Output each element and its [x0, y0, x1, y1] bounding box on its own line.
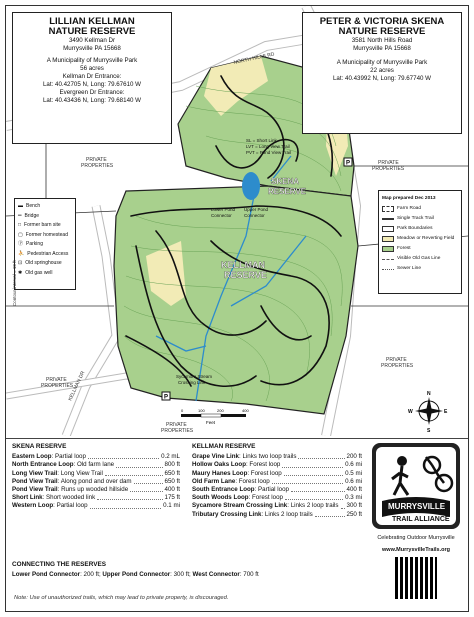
trail-desc: : Along pond and over dam: [57, 477, 132, 485]
private-label-1: PRIVATE: [378, 160, 399, 166]
scale-200: 200: [217, 408, 224, 413]
trail-name: South Entrance Loop: [192, 486, 255, 494]
parking-legend-icon: Ⓟ: [18, 241, 24, 247]
trail-desc: : Forest loop: [235, 477, 270, 485]
kellman_trails-row: [192, 494, 362, 502]
boundary-swatch: [382, 226, 394, 232]
skena-label-2: RESERVE: [268, 187, 307, 196]
skena_trails-row: [12, 453, 180, 461]
trail-desc: : Short wooded link: [42, 494, 96, 502]
kellman_trails-row: [192, 453, 362, 461]
trail-desc: : Partial loop: [254, 486, 289, 494]
trail-name: Long View Trail: [12, 469, 58, 477]
legend-springhouse: ⊡ Old springhouse: [18, 259, 72, 269]
private-label-4: PRIVATE: [166, 422, 187, 428]
scale-100: 100: [198, 408, 205, 413]
connecting-section: [12, 561, 362, 579]
trail-swatch: [382, 218, 394, 220]
compass-s: S: [427, 428, 431, 434]
kellman-heading: KELLMAN RESERVE: [192, 443, 256, 450]
lillian-municipality: A Municipality of Murrysville Park: [46, 57, 138, 64]
crossing-label: Crossing Link: [178, 380, 206, 385]
hiker-icon: [372, 443, 460, 529]
mta-logo-top: MURRYSVILLE: [388, 502, 446, 511]
trail-name: Grape Vine Link: [192, 453, 239, 461]
skena_trails-row: [12, 478, 180, 486]
skena_trails-row: [12, 494, 180, 502]
legend-sewer: Sewer Line: [382, 264, 458, 274]
trail-length: 300 ft: [346, 502, 362, 510]
svg-text:P: P: [164, 394, 169, 401]
skena_trails-row: [12, 461, 180, 469]
trail-length: 0.6 mi: [345, 461, 362, 469]
trail-desc: : Old farm lane: [73, 461, 115, 469]
private-label-2: PRIVATE: [86, 157, 107, 163]
trail-name: Short Link: [12, 494, 43, 502]
svg-text:P: P: [346, 160, 351, 167]
legend-pedestrian: ⛹ Pedestrian Access: [18, 250, 72, 260]
trail-length: 650 ft: [164, 477, 180, 485]
kellman-dr-label: KELLMAN DR: [67, 370, 87, 402]
connecting-heading: CONNECTING THE RESERVES: [12, 561, 106, 568]
note-text: Note: Use of unauthorized trails, which may lead to private property, is discouraged.: [14, 595, 229, 601]
legend-title: Map prepared Dec 2013: [382, 196, 436, 201]
lillian-city: Murrysville PA 15668: [63, 45, 121, 52]
trail-length: 650 ft: [164, 469, 180, 477]
trail-desc: : Partial loop: [53, 502, 88, 510]
trail-name: Pond View Trail: [12, 486, 58, 494]
trail-name: Eastern Loop: [12, 453, 52, 461]
trail-desc: : Links two loop trails: [239, 453, 297, 461]
mta-url[interactable]: www.MurrysvilleTrails.org: [382, 547, 450, 553]
scale-400: 400: [242, 408, 249, 413]
compass-w: W: [408, 409, 413, 415]
properties-label-5: PROPERTIES: [381, 363, 414, 369]
lvt-label: LVT = Long View Trail: [246, 144, 290, 149]
gas-line-swatch: [382, 259, 394, 260]
farm-road-swatch: [382, 206, 394, 212]
pedestrian-icon: ⛹: [18, 250, 25, 257]
pvt-label: PVT = Pond View Trail: [246, 150, 291, 155]
trail-name: Sycamore Stream Crossing Link: [192, 502, 288, 510]
skena-title-1: PETER & VICTORIA SKENA: [319, 16, 445, 27]
kellman_trails-row: [192, 478, 362, 486]
private-label-3: PRIVATE: [46, 377, 67, 383]
legend-meadow: Meadow or Reverting Field: [382, 234, 458, 244]
trail-name: Hollow Oaks Loop: [192, 461, 246, 469]
gaswell-icon: ✱: [18, 269, 23, 276]
trail-desc: : Runs up wooded hillside: [57, 486, 129, 494]
connector-label: Connector: [211, 213, 232, 218]
lillian-info-box: [12, 12, 172, 144]
trail-desc: : Forest loop: [248, 494, 283, 502]
lower-pond-label: Lower Pond: [211, 207, 236, 212]
legend-barn: □ Former barn site: [18, 221, 72, 231]
legend-gas-line: Visible Old Gas Line: [382, 254, 458, 264]
trail-name: South Woods Loop: [192, 494, 249, 502]
connector-label-2: Connector: [244, 213, 265, 218]
trail-length: 0.3 mi: [345, 494, 362, 502]
trail-desc: : Forest loop: [247, 469, 282, 477]
legend-single-track: Single Track Trail: [382, 214, 458, 224]
symbol-legend: [14, 198, 76, 290]
trail-length: 400 ft: [164, 486, 180, 494]
lillian-entrance1-coords: Lat: 40.42705 N, Long: 79.67610 W: [42, 81, 142, 88]
skena-title-2: NATURE RESERVE: [338, 26, 426, 37]
trail-length: 175 ft: [164, 494, 180, 502]
properties-label-2: PROPERTIES: [81, 163, 114, 169]
map-sheet: [5, 5, 469, 612]
properties-label-4: PROPERTIES: [161, 428, 194, 434]
skena-acres: 22 acres: [370, 67, 394, 74]
north-hills-label: NORTH HILLS RD: [233, 51, 276, 66]
trail-name: Western Loop: [12, 502, 54, 510]
kellman_trails-row: [192, 461, 362, 469]
trail-info-panel: [6, 438, 468, 612]
scale-feet: Feet: [206, 420, 216, 425]
properties-label-3: PROPERTIES: [41, 383, 74, 389]
trail-length: 0.5 mi: [345, 469, 362, 477]
legend-bench: ▬ Bench: [18, 202, 72, 212]
kellman_trails-row: [192, 511, 362, 519]
skena_trails-row: [12, 486, 180, 494]
meadow-swatch: [382, 236, 394, 242]
lillian-acres: 56 acres: [80, 65, 104, 72]
trail-desc: : Partial loop: [51, 453, 86, 461]
legend-bridge: ═ Bridge: [18, 212, 72, 222]
legend-boundaries: Park Boundaries: [382, 224, 458, 234]
sycamore-label: Sycamore Stream: [176, 374, 213, 379]
private-label-5: PRIVATE: [386, 357, 407, 363]
trail-desc: : Links 2 loop trails: [261, 510, 313, 518]
trail-name: Old Farm Lane: [192, 477, 236, 485]
connecting-line: Lower Pond Connector: 200 ft; Upper Pond Connector: 300 ft; West Connector: 700 ft: [12, 571, 259, 579]
kellman-reserve-area: [114, 186, 358, 414]
trail-length: 0.6 mi: [345, 477, 362, 485]
scale-0: 0: [181, 408, 184, 413]
trail-length: 250 ft: [346, 510, 362, 518]
properties-label-1: PROPERTIES: [372, 166, 405, 172]
skena-address: 3581 North Hills Road: [351, 37, 413, 44]
legend-gaswell: ✱ Old gas well: [18, 269, 72, 279]
kellman-trail-list: [192, 443, 362, 519]
mta-tagline: Celebrating Outdoor Murrysville: [377, 535, 455, 541]
springhouse-icon: ⊡: [18, 260, 23, 266]
lillian-entrance2-label: Evergreen Dr Entrance:: [59, 89, 125, 96]
legend-farm-road: Farm Road: [382, 204, 458, 214]
skena-heading: SKENA RESERVE: [12, 443, 67, 450]
skena-municipality: A Municipality of Murrysville Park: [336, 59, 428, 66]
kellman-label: KELLMAN: [221, 260, 265, 270]
map-area: [6, 6, 468, 436]
trail-desc: : Forest loop: [245, 461, 281, 469]
qr-code-icon[interactable]: [395, 557, 437, 599]
skena_trails-row: [12, 502, 180, 510]
skena-trail-list: [12, 443, 180, 511]
lillian-entrance2-coords: Lat: 40.43436 N, Long: 79.68140 W: [42, 97, 142, 104]
lillian-entrance1-label: Kellman Dr Entrance:: [62, 73, 122, 80]
forest-swatch: [382, 246, 394, 252]
trail-length: 400 ft: [346, 486, 362, 494]
kellman-label-2: RESERVE: [224, 270, 267, 280]
mta-logo: [372, 443, 460, 529]
lillian-title-2: NATURE RESERVE: [48, 26, 136, 37]
bench-icon: ▬: [18, 203, 23, 209]
skena-info-box: [302, 12, 462, 134]
contour-note: Contour interval = 10 ft: [12, 260, 17, 306]
kellman_trails-row: [192, 486, 362, 494]
legend-forest: Forest: [382, 244, 458, 254]
bridge-icon: ═: [18, 212, 22, 219]
trail-desc: : Long View Trail: [57, 469, 103, 477]
trail-length: 800 ft: [164, 461, 180, 469]
trail-name: Maury Hanes Loop: [192, 469, 248, 477]
sewer-swatch: [382, 269, 394, 270]
kellman_trails-row: [192, 470, 362, 478]
skena_trails-row: [12, 470, 180, 478]
trail-name: Tributary Crossing Link: [192, 510, 262, 518]
skena-label: SKENA: [271, 177, 300, 186]
upper-pond-label: Upper Pond: [244, 207, 269, 212]
map-legend: [378, 190, 462, 294]
trail-name: North Entrance Loop: [12, 461, 74, 469]
trail-length: 200 ft: [346, 453, 362, 461]
mta-panel: [368, 443, 464, 609]
barn-icon: □: [18, 222, 22, 228]
trail-length: 0.1 mi: [163, 502, 180, 510]
trail-length: 0.2 mL: [161, 453, 180, 461]
compass-e: E: [444, 409, 448, 415]
lillian-address: 3490 Kellman Dr: [68, 37, 116, 44]
mta-logo-bottom: TRAIL ALLIANCE: [392, 516, 450, 523]
lillian-title-1: LILLIAN KELLMAN: [49, 16, 135, 27]
legend-parking: Ⓟ Parking: [18, 240, 72, 250]
pond: [242, 172, 260, 200]
skena-coords: Lat: 40.43992 N, Long: 79.67740 W: [332, 75, 432, 82]
homestead-icon: ▢: [18, 231, 23, 238]
skena-city: Murrysville PA 15668: [353, 45, 411, 52]
trail-name: Pond View Trail: [12, 477, 58, 485]
trail-desc: : Links 2 loop trails: [287, 502, 339, 510]
compass-n: N: [427, 391, 431, 397]
sl-label: SL = Short Link: [246, 138, 277, 143]
legend-homestead: ▢ Former homestead: [18, 231, 72, 241]
kellman_trails-row: [192, 502, 362, 510]
